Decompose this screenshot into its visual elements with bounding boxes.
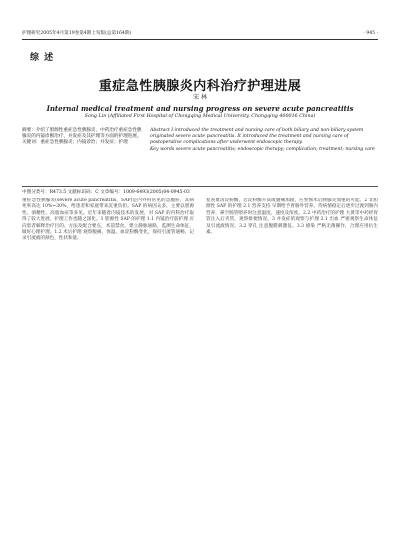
journal-info: 护理研究2005年4月第19卷第4期上旬版(总第164期) bbox=[22, 31, 132, 36]
body-paragraph: 重症急性胰腺炎(severe acute pancreatitis，SAP)是内外科常见的急腹症，其病死率高达 10%~30%，给患者和家庭带来沉重负担。SAP 的病因众多，主要以胆源性、酒精性、高脂血症等多见。近年来随着内镜技术的发展，对 SAP 的内科治疗取得了较大进展，护理工作也随之深化。1 胆源性 SAP 的护理 1.1 内镜治疗前护理 应向患者解释治疗目的、方法及配合要点，术前禁食，建立静脉通路，监测生命体征，做好心理护理。1.2 术后护理 观察腹痛、体温、血淀粉酶变化，保持引流管通畅，记录引流液的颜色、性状和量。 bbox=[22, 198, 194, 242]
classification-line: 中图分类号：R473.5 文献标识码：C 文章编号：1009-6493(2005)04-0945-03 bbox=[22, 190, 190, 195]
running-header bbox=[22, 27, 378, 40]
abstract-english bbox=[150, 128, 380, 153]
author-names: 宋 林 bbox=[193, 94, 207, 101]
keywords-en: Key words severe acute pancreatitis; endoscopic therapy; complication; treatment; nursing care bbox=[150, 146, 375, 152]
english-author: Song Lin (Affiliated First Hospital of Chongqing Medical University, Chongqing 400016 China) bbox=[84, 114, 316, 119]
english-title: Internal medical treatment and nursing progress on severe acute pancreatitis bbox=[46, 104, 354, 113]
body-column-right bbox=[206, 198, 378, 528]
body-paragraph: 复查血清淀粉酶，若淀粉酶升高或腹痛加剧，应警惕术后胰腺炎加重的可能。2 非胆源性 SAP 的护理 2.1 营养支持 早期给予胃肠外营养，待病情稳定后逐步过渡到肠内营养，鼻空肠管喂养时注意温度、速度及浓度。2.2 中药治疗的护理 大黄等中药经胃管注入后夹管，观察排便情况。3 并发症的观察与护理 3.1 出血 严密观察生命体征及引流液情况。3.2 穿孔 注意腹膜刺激征。3.3 感染 严格无菌操作，合理应用抗生素。 bbox=[206, 198, 378, 236]
keywords-cn: 关键词：重症急性胰腺炎；内镜诊治；并发症；护理 bbox=[22, 140, 128, 146]
body-column-left bbox=[22, 198, 194, 528]
section-label: 综 述 bbox=[30, 53, 55, 63]
article-title: 重症急性胰腺炎内科治疗护理进展 bbox=[98, 79, 302, 94]
abstract-cn-text: 摘要：介绍了胆源性重症急性胰腺炎、中药治疗重症急性胰腺炎的内镜诊断治疗、并发症及其护理等方面的护理进展。 bbox=[22, 128, 142, 140]
divider bbox=[22, 186, 378, 187]
abstract-chinese bbox=[22, 128, 142, 147]
page-number: · 945 · bbox=[363, 30, 378, 36]
abstract-en-text: Abstract I introduced the treatment and nursing care of both biliary and non-biliary system originated severe acute pancreatitis. It introduced the treatment and nursing care of postoperative complications after underwent endoscopic therapy. bbox=[150, 128, 364, 146]
